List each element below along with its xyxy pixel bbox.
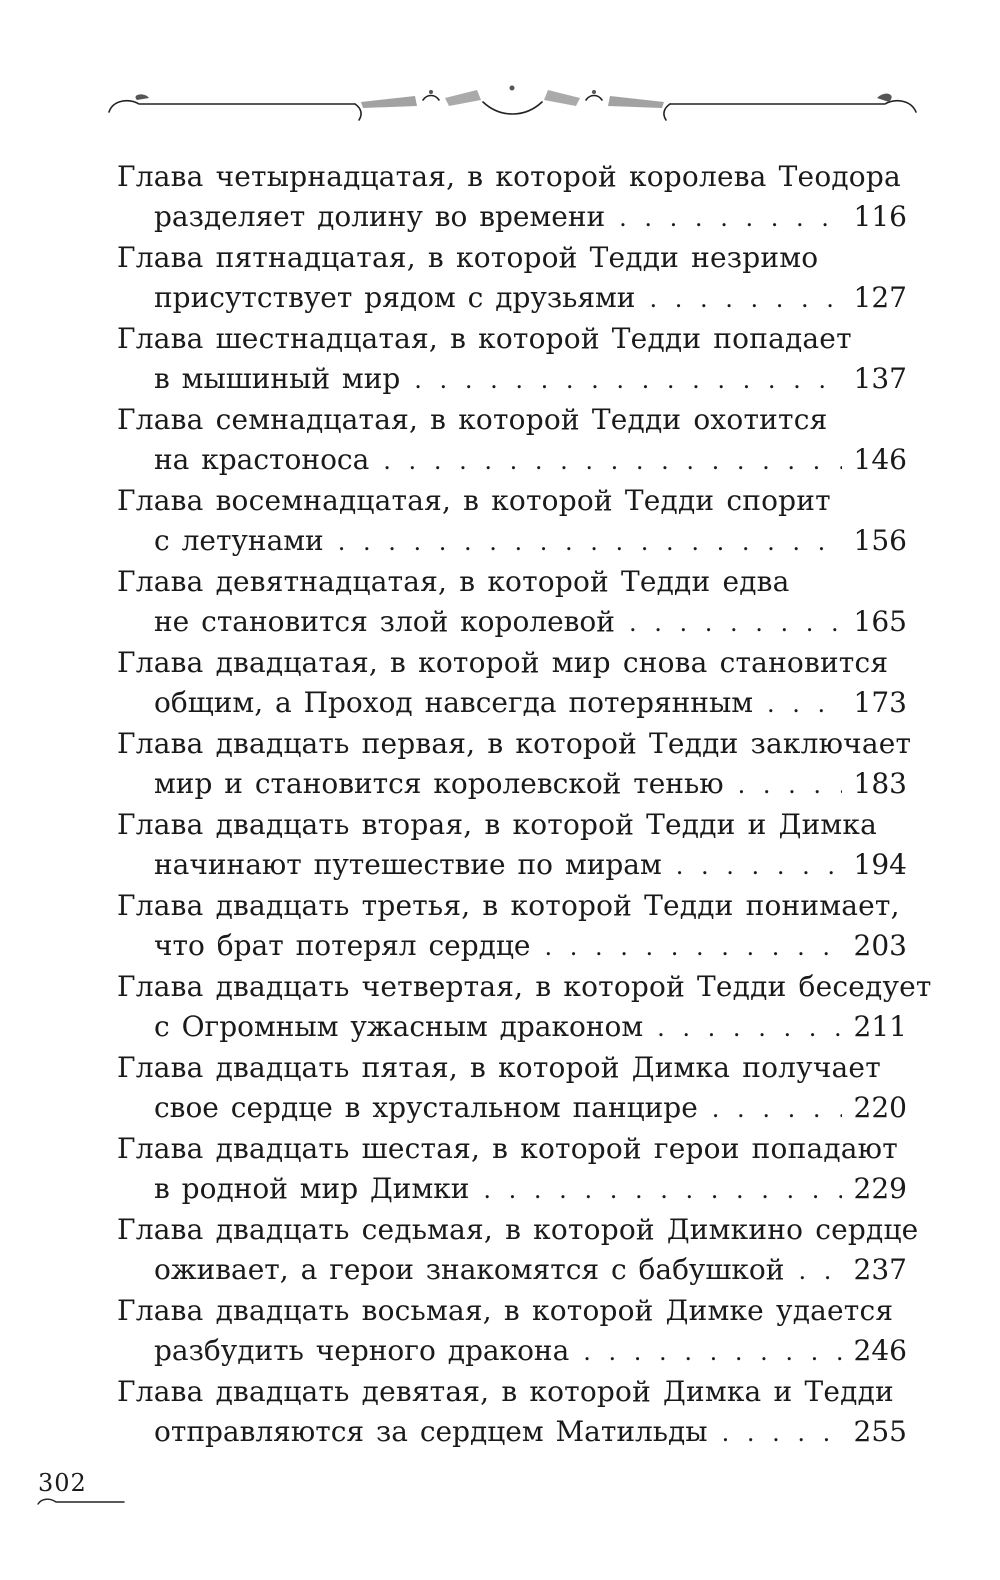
chapter-title: Глава четырнадцатая, в которой королева Теодора — [117, 160, 901, 193]
toc-entry[interactable] — [117, 1291, 907, 1372]
dot-leader — [414, 360, 841, 400]
chapter-title: Глава двадцать пятая, в которой Димка получает — [117, 1051, 881, 1084]
dot-leader — [544, 927, 841, 967]
dot-leader — [676, 846, 842, 886]
page-number: 137 — [853, 362, 907, 395]
chapter-title: Глава двадцать шестая, в которой герои попадают — [117, 1132, 898, 1165]
chapter-title: Глава двадцать вторая, в которой Тедди и Димка — [117, 808, 878, 841]
chapter-title-continuation: начинают путешествие по мирам — [154, 848, 662, 881]
dot-leader — [738, 765, 842, 805]
chapter-title-continuation: общим, а Проход навсегда потерянным — [154, 686, 754, 719]
toc-entry[interactable] — [117, 805, 907, 886]
chapter-title: Глава двадцать первая, в которой Тедди заключает — [117, 727, 912, 760]
footer-page-number: 302 — [38, 1469, 87, 1497]
page-number: 220 — [853, 1091, 907, 1124]
dot-leader — [583, 1332, 841, 1372]
page-number: 194 — [853, 848, 907, 881]
page-number: 173 — [853, 686, 907, 719]
toc-entry[interactable] — [117, 967, 932, 1048]
header-ornament — [105, 78, 920, 126]
toc-entry[interactable] — [117, 481, 907, 562]
chapter-title-continuation: разделяет долину во времени — [154, 200, 606, 233]
toc-entry[interactable] — [117, 1048, 907, 1129]
chapter-title: Глава двадцатая, в которой мир снова становится — [117, 646, 889, 679]
dot-leader — [483, 1170, 841, 1210]
toc-entry[interactable] — [117, 886, 907, 967]
chapter-title-continuation: отправляются за сердцем Матильды — [154, 1415, 708, 1448]
chapter-title: Глава двадцать четвертая, в которой Тедди беседует — [117, 970, 932, 1003]
chapter-title-continuation: свое сердце в хрустальном панцире — [154, 1091, 698, 1124]
dot-leader — [649, 279, 841, 319]
page-number: 183 — [853, 767, 907, 800]
toc-entry[interactable] — [117, 1372, 907, 1453]
chapter-title: Глава девятнадцатая, в которой Тедди едва — [117, 565, 790, 598]
chapter-title: Глава семнадцатая, в которой Тедди охотится — [117, 403, 828, 436]
chapter-title: Глава пятнадцатая, в которой Тедди незримо — [117, 241, 819, 274]
chapter-title-continuation: что брат потерял сердце — [154, 929, 531, 962]
toc-entry[interactable] — [117, 319, 907, 400]
dot-leader — [798, 1251, 841, 1291]
toc-entry[interactable] — [117, 724, 912, 805]
dot-leader — [657, 1008, 841, 1048]
folio-flourish — [36, 1494, 126, 1508]
page-number: 146 — [853, 443, 907, 476]
toc-entry[interactable] — [117, 643, 907, 724]
dot-leader — [383, 441, 841, 481]
chapter-title-continuation: в мышиный мир — [154, 362, 401, 395]
dot-leader — [619, 198, 841, 238]
dot-leader — [712, 1089, 842, 1129]
chapter-title-continuation: оживает, а герои знакомятся с бабушкой — [154, 1253, 785, 1286]
dot-leader — [629, 603, 842, 643]
dot-leader — [767, 684, 842, 724]
chapter-title: Глава двадцать третья, в которой Тедди понимает, — [117, 889, 900, 922]
chapter-title-continuation: разбудить черного дракона — [154, 1334, 570, 1367]
table-of-contents — [117, 157, 932, 1453]
chapter-title-continuation: мир и становится королевской тенью — [154, 767, 724, 800]
chapter-title: Глава двадцать восьмая, в которой Димке удается — [117, 1294, 894, 1327]
chapter-title: Глава двадцать седьмая, в которой Димкино сердце — [117, 1213, 919, 1246]
page-number: 116 — [853, 200, 907, 233]
chapter-title: Глава восемнадцатая, в которой Тедди спорит — [117, 484, 831, 517]
page-number: 156 — [853, 524, 907, 557]
chapter-title-continuation: с летунами — [154, 524, 324, 557]
dot-leader — [338, 522, 842, 562]
chapter-title-continuation: с Огромным ужасным драконом — [154, 1010, 644, 1043]
chapter-title-continuation: присутствует рядом с друзьями — [154, 281, 636, 314]
page-number: 246 — [853, 1334, 907, 1367]
chapter-title-continuation: в родной мир Димки — [154, 1172, 470, 1205]
toc-entry[interactable] — [117, 400, 907, 481]
page-folio — [36, 1468, 126, 1514]
chapter-title-continuation: на крастоноса — [154, 443, 370, 476]
page-number: 211 — [853, 1010, 907, 1043]
page-number: 127 — [853, 281, 907, 314]
toc-entry[interactable] — [117, 238, 907, 319]
toc-entry[interactable] — [117, 1129, 907, 1210]
page-number: 237 — [853, 1253, 907, 1286]
toc-entry[interactable] — [117, 1210, 919, 1291]
chapter-title: Глава двадцать девятая, в которой Димка и Тедди — [117, 1375, 894, 1408]
toc-entry[interactable] — [117, 562, 907, 643]
page-number: 255 — [853, 1415, 907, 1448]
page-number: 165 — [853, 605, 907, 638]
chapter-title-continuation: не становится злой королевой — [154, 605, 615, 638]
chapter-title: Глава шестнадцатая, в которой Тедди попадает — [117, 322, 852, 355]
toc-entry[interactable] — [117, 157, 907, 238]
page-number: 229 — [853, 1172, 907, 1205]
page-number: 203 — [853, 929, 907, 962]
dot-leader — [722, 1413, 842, 1453]
